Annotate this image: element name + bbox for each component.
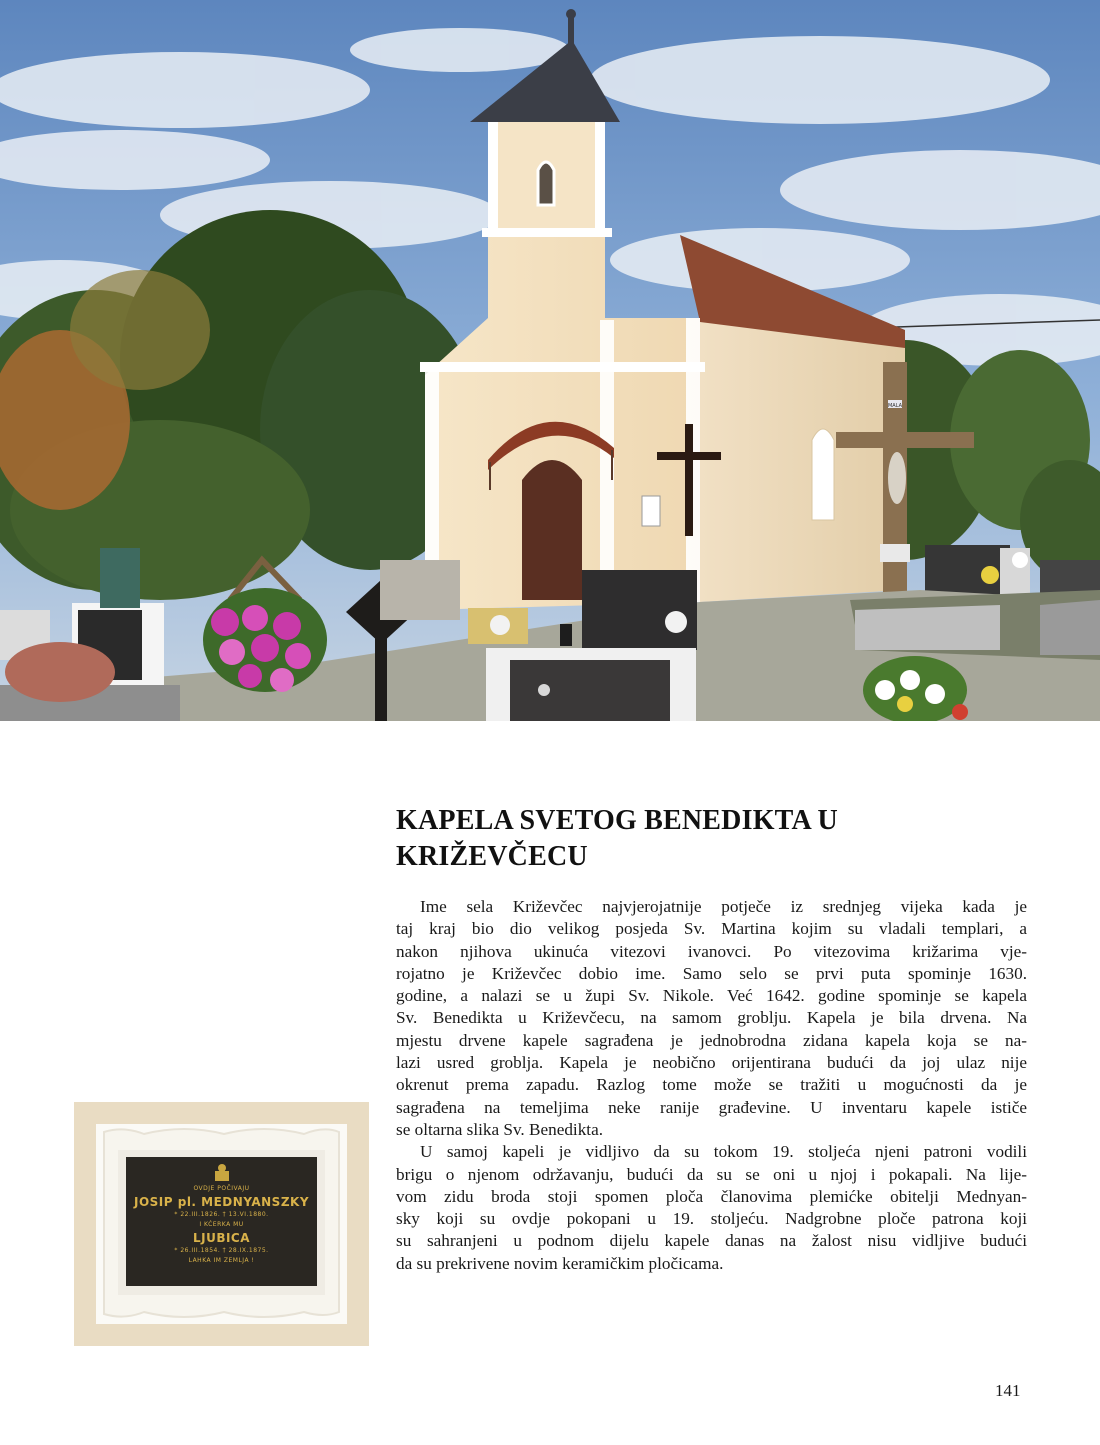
flower-wreath [203, 588, 327, 692]
church-photo [0, 0, 1100, 721]
text-line: okrenut prema zapadu. Razlog tome može se tražiti u mogućnosti da je [396, 1075, 1027, 1095]
chapel-side-wall [700, 318, 905, 602]
text-line: nakon njihova ukinuća vitezovi ivanovci. Po vitezovima križarima vje- [396, 941, 1027, 961]
article-paragraph [396, 1141, 1027, 1275]
text-line: Ime sela Križevčec najvjerojatnije potječe iz srednjeg vijeka kada je [420, 897, 1027, 916]
plaque-line: LAHKA IM ZEMLJA ! [188, 1257, 255, 1264]
text-line: Sv. Benedikta u Križevčecu, na samom groblju. Kapela je bila drvena. Na [396, 1008, 1027, 1028]
plaque-line: OVDJE POČIVAJU [193, 1185, 250, 1192]
chapel-door [522, 460, 582, 600]
text-line: sky koji su ovdje pokopani u 19. stoljeću. Nadgrobne ploče patrona koji [396, 1209, 1027, 1229]
article-paragraph [396, 896, 1027, 1141]
text-line: se oltarna slika Sv. Benedikta. [396, 1119, 603, 1139]
text-line: vom zidu broda stoji spomen ploča članovima plemićke obitelji Mednyan- [396, 1186, 1027, 1206]
page-number: 141 [995, 1381, 1021, 1400]
article-title [396, 803, 1036, 875]
crucifix-sign: MALA [887, 403, 903, 409]
article-title-line: KAPELA SVETOG BENEDIKTA U [396, 805, 838, 836]
church-photo-illustration [0, 0, 1100, 721]
plaque-line: LJUBICA [192, 1231, 251, 1245]
article-body [396, 896, 1027, 1275]
plaque-inscription [126, 1157, 317, 1286]
article-title-line: KRIŽEVČECU [396, 841, 588, 872]
text-line: su sahranjeni u podnom dijelu kapele danas na žalost nisu vidljive budući [396, 1231, 1027, 1251]
text-line: mjestu drvene kapele sagrađena je jednobrodna zidana kapela koja se na- [396, 1030, 1027, 1050]
text-line: taj kraj bio dio velikog posjeda Sv. Martina kojim su vladali templari, a [396, 919, 1027, 939]
wall-cross [685, 424, 693, 536]
side-window [812, 429, 834, 520]
plaque-line: * 22.III.1826. † 13.VI.1880. [174, 1211, 269, 1218]
text-line: U samoj kapeli je vidljivo da su tokom 19. stoljeća njeni patroni vodili [420, 1142, 1027, 1162]
plaque-line: * 26.III.1854. † 28.IX.1875. [174, 1247, 269, 1254]
plaque-line: JOSIP pl. MEDNYANSZKY [133, 1195, 310, 1209]
plaque-line: I KĆERKA MU [199, 1221, 244, 1228]
text-line: godine, a nalazi se u župi Sv. Nikole. Već 1642. godine spominje se kapela [396, 986, 1027, 1006]
text-line: lazi usred groblja. Kapela je neobično orijentirana budući da joj ulaz nije [396, 1053, 1027, 1073]
text-line: da su prekrivene novim keramičkim pločicama. [396, 1253, 724, 1273]
tower-window [538, 162, 554, 205]
text-line: rojatno je Križevčec dobio ime. Samo selo se prvi puta spominje 1630. [396, 963, 1027, 983]
text-line: brigu o njenom održavanju, budući da su se oni u njoj i pokapali. Na lije- [396, 1164, 1027, 1184]
text-line: sagrađena na temeljima neke ranije građevine. U inventaru kapele ističe [396, 1097, 1027, 1117]
memorial-plaque-photo [74, 1102, 369, 1346]
